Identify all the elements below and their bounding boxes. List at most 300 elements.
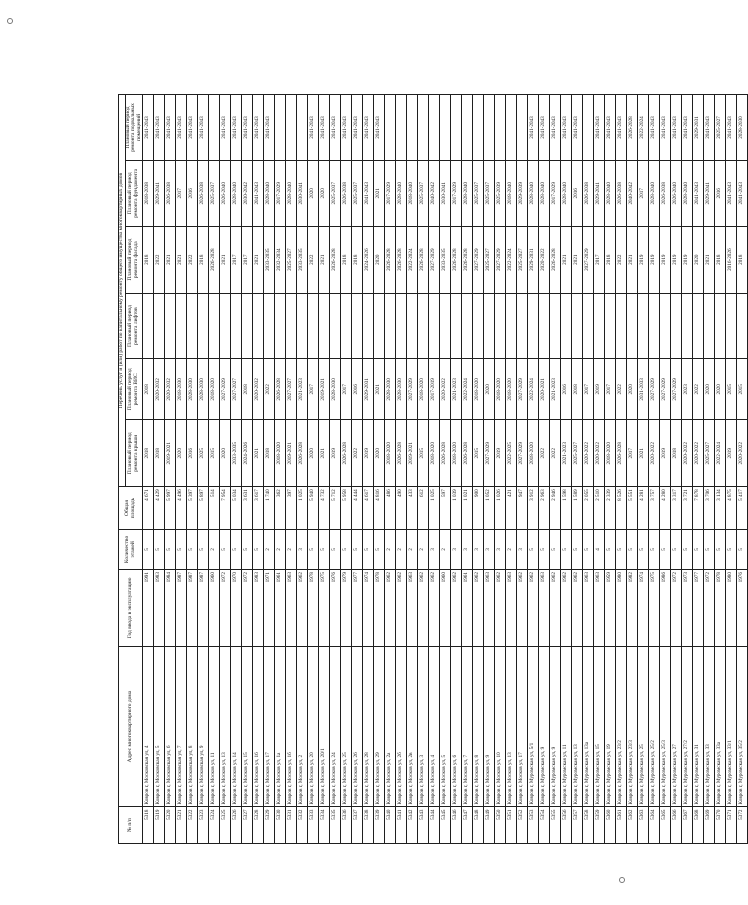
table-cell: 2041-2043 [220,95,231,161]
table-cell [418,293,429,359]
table-cell: 5363 [638,807,649,844]
table-cell: 2027-2029 [484,420,495,487]
table-row [407,95,418,844]
table-cell: Ковров г, Муромская ул, 9 [550,646,561,807]
table-cell: 2041-2043 [176,95,187,161]
table-cell: Ковров г, Москов ул, 28 [363,646,374,807]
table-cell: 2018-2038 [143,160,154,226]
table-cell: 2017 [308,359,319,420]
table-cell: 2026-2040 [220,160,231,226]
table-cell: 3 631 [242,487,253,530]
table-cell: Ковров г, Москов ул, 2 [297,646,308,807]
table-cell: 2020-2032 [165,359,176,420]
table-cell: 2016 [572,160,583,226]
table-cell: Ковров г, Московская ул, 8 [187,646,198,807]
table-cell: 2022 [616,359,627,420]
table-cell: 5 [231,529,242,569]
table-cell: 2026-2028 [275,359,286,420]
table-cell: Ковров г, Москов ул, 17 [517,646,528,807]
table-cell: 2017 [242,226,253,293]
table-cell: 2026-2028 [297,420,308,487]
table-cell: Ковров г, Москов ул, 1а [275,646,286,807]
table-cell: Ковров г, Москов ул, 5 [440,646,451,807]
table-cell: 5 897 [198,487,209,530]
table-cell [385,95,396,161]
table-cell [143,293,154,359]
table-cell: 2021 [165,226,176,293]
header-roof: Плановый период ремонта крыши [125,420,143,487]
table-cell: Ковров г, Муромская ул, 5/1 [528,646,539,807]
table-cell: 2029-2039 [517,160,528,226]
table-cell: Ковров г, Москов ул, 25 [341,646,352,807]
table-cell: 2019 [660,226,671,293]
table-cell [264,293,275,359]
table-cell: 1979 [341,570,352,647]
table-cell [297,293,308,359]
table-cell [704,293,715,359]
table-cell: 2018 [143,226,154,293]
table-row [154,95,165,844]
table-cell: 2020 [374,226,385,293]
table-cell [495,293,506,359]
table-cell [682,293,693,359]
table-cell: 5334 [319,807,330,844]
table-cell: 2026-2038 [616,160,627,226]
table-cell: 2022 [352,420,363,487]
table-cell: 5349 [484,807,495,844]
table-cell: Ковров г, Московская ул, 7 [176,646,187,807]
table-cell: 5 [671,529,682,569]
table-cell: 2022 [187,226,198,293]
table-row [429,95,440,844]
table-cell: 5350 [495,807,506,844]
table-cell: 2018 [352,226,363,293]
table-cell: 5356 [561,807,572,844]
table-cell: 2028-2030 [198,359,209,420]
table-cell: 2020-2022 [440,359,451,420]
table-cell: 1 589 [572,487,583,530]
table-cell: 2026-2028 [396,420,407,487]
table-cell: Ковров г, Муромская ул, 13 [572,646,583,807]
table-cell: Ковров г, Муромская ул, 23/2 [616,646,627,807]
table-cell: Ковров г, Москов ул, 20/1 [319,646,330,807]
table-cell: 2029-2041 [154,160,165,226]
table-cell: 4 875 [726,487,737,530]
table-cell: 5 [572,529,583,569]
table-cell [726,293,737,359]
table-cell: 2028-2040 [231,160,242,226]
table-cell: 2019-2021 [165,420,176,487]
table-cell: 2041-2043 [187,95,198,161]
table-cell: 5 [550,529,561,569]
table-cell: Ковров г, Московская ул, 4 [143,646,154,807]
table-cell: 5 [616,529,627,569]
table-cell: 2015 [418,420,429,487]
table-row [506,95,517,844]
table-cell: 5335 [330,807,341,844]
table-cell: 2041-2043 [671,95,682,161]
table-cell: 5 712 [330,487,341,530]
table-cell: 2020 [627,359,638,420]
table-cell: 5 [143,529,154,569]
table-cell: 2027-2029 [220,359,231,420]
table-cell: Ковров г, Муромская ул, 23/3 [627,646,638,807]
table-cell: 2017-2029 [451,160,462,226]
table-cell: 597 [440,487,451,530]
table-cell: 5 [330,529,341,569]
table-cell: 5340 [385,807,396,844]
table-cell: 5359 [594,807,605,844]
table-cell: 1 025 [297,487,308,530]
table-row [385,95,396,844]
table-cell: 3 [517,529,528,569]
table-cell: 8 526 [616,487,627,530]
table-cell: 2 [385,529,396,569]
table-row [539,95,550,844]
table-cell: 2022 [154,226,165,293]
table-cell [165,293,176,359]
header-group: Перечень услуг и (или) работ по капитальному ремонту общего имущества многоквартирных домов [119,95,126,487]
table-cell: 2016 [187,420,198,487]
table-cell [275,95,286,161]
table-cell: 2026-2028 [627,95,638,161]
table-cell: 2027-2029 [583,226,594,293]
table-cell: 2015 [209,420,220,487]
table-cell: 5 [341,529,352,569]
table-cell: 2026-2028 [330,226,341,293]
table-cell: 2020-2021 [539,359,550,420]
table-cell: 5 [198,529,209,569]
table-cell: Ковров г, Муромская ул, 25 [638,646,649,807]
scan-mark [7,18,13,24]
table-cell: 5 [319,529,330,569]
table-cell: 3 [473,529,484,569]
table-cell [583,95,594,161]
table-cell: 5362 [627,807,638,844]
table-cell [737,293,748,359]
table-cell: 2026-2038 [341,160,352,226]
table-cell [649,293,660,359]
table-cell: Ковров г, Москов ул, 3 [418,646,429,807]
table-cell: 2030-2041 [440,160,451,226]
table-cell: Ковров г, Муромская ул, 27 [671,646,682,807]
table-cell: 2028-2030 [385,359,396,420]
table-cell: 2027-2029 [473,226,484,293]
table-cell: Ковров г, Москов ул, 7 [462,646,473,807]
table-cell: 3 706 [704,487,715,530]
table-cell: 2029-2031 [693,95,704,161]
table-row [286,95,297,844]
table-cell: 5332 [297,807,308,844]
table-cell: 1963 [506,570,517,647]
table-cell: Ковров г, Москов ул, 1б [286,646,297,807]
table-cell: 2028-2040 [682,160,693,226]
table-cell [220,293,231,359]
table-cell: 2018 [341,226,352,293]
table-cell: 5369 [704,807,715,844]
scan-mark [619,877,625,883]
table-cell: 2020 [308,420,319,487]
table-row [297,95,308,844]
table-cell [286,95,297,161]
table-cell: 2029-2031 [528,226,539,293]
table-cell: 2028-2030 [187,359,198,420]
table-cell: 1962 [429,570,440,647]
table-cell: 2025-2027 [286,226,297,293]
table-cell: 2018-2030 [176,359,187,420]
table-cell: 397 [286,487,297,530]
table-cell: 5330 [275,807,286,844]
table-cell: 5357 [572,807,583,844]
table-cell: 5325 [220,807,231,844]
table-cell: 1973 [682,570,693,647]
table-cell: 2018-2020 [385,420,396,487]
table-cell: Ковров г, Московская ул, 9 [198,646,209,807]
table-cell: 2017 [594,226,605,293]
table-cell: 5368 [693,807,704,844]
table-row [418,95,429,844]
table-cell: Ковров г, Муромская ул, 35/2 [737,646,748,807]
table-cell: 1974 [363,570,374,647]
table-cell: 2018-2020 [275,420,286,487]
table-cell: 2041-2043 [572,95,583,161]
table-cell: 2041-2043 [242,95,253,161]
table-cell: 5320 [165,807,176,844]
table-cell: 2019 [363,420,374,487]
table-cell: 2041-2043 [682,95,693,161]
table-cell: 2020-2022 [693,420,704,487]
table-cell: 2026-2040 [671,160,682,226]
table-cell: 5364 [649,807,660,844]
table-cell: 2020 [715,359,726,420]
table-cell: 5 [715,529,726,569]
table-cell: 5 [154,529,165,569]
table-row [583,95,594,844]
table-cell: 5 551 [627,487,638,530]
table-cell: 2021 [319,420,330,487]
table-row [649,95,660,844]
table-cell: 1960 [440,570,451,647]
table-cell: 1963 [594,570,605,647]
table-cell: 2021 [374,359,385,420]
table-cell: 3 134 [715,487,726,530]
table-cell: 2041-2043 [550,95,561,161]
table-cell: 5343 [418,807,429,844]
table-cell: 2018-2020 [429,420,440,487]
table-cell: 2041-2043 [198,95,209,161]
table-cell: 5 940 [308,487,319,530]
table-cell [209,95,220,161]
table-row [374,95,385,844]
table-cell: 2028-2040 [561,160,572,226]
table-cell: 2029-2031 [363,359,374,420]
table-cell: 4 444 [352,487,363,530]
table-cell: 1962 [528,570,539,647]
table-cell: 2041-2043 [330,95,341,161]
table-cell: Ковров г, Москов ул, 17 [264,646,275,807]
table-cell [462,293,473,359]
table-cell: 1975 [319,570,330,647]
table-cell: 1982 [627,570,638,647]
table-cell [396,293,407,359]
table-cell: Ковров г, Муромская ул, 19 [605,646,616,807]
capital-repair-table [118,94,748,844]
table-cell: 2033-2035 [297,226,308,293]
table-cell: 2019 [671,226,682,293]
table-cell: 5365 [660,807,671,844]
table-cell [484,95,495,161]
table-cell: 2041-2043 [308,95,319,161]
table-cell: Ковров г, Муромская ул, 27/2 [682,646,693,807]
table-cell: 2022 [616,226,627,293]
table-cell: 2041-2043 [660,95,671,161]
table-row [627,95,638,844]
table-cell [484,293,495,359]
table-cell: 1978 [308,570,319,647]
table-cell: 3 912 [528,487,539,530]
table-cell: 2041-2043 [528,95,539,161]
table-cell: 5 [693,529,704,569]
table-cell: 2032-2034 [275,226,286,293]
table-cell: 5 [605,529,616,569]
table-cell: 1 026 [495,487,506,530]
table-cell: 2041-2043 [341,95,352,161]
table-row [704,95,715,844]
table-cell: 5 397 [187,487,198,530]
table-cell: 5337 [352,807,363,844]
table-cell: 1 039 [451,487,462,530]
table-cell: 2020-2022 [583,420,594,487]
table-cell: 1963 [539,570,550,647]
table-cell: 4 496 [176,487,187,530]
table-cell: 2041-2043 [363,95,374,161]
table-cell: 2021 [253,226,264,293]
table-row [660,95,671,844]
table-cell: 2018-2040 [407,160,418,226]
table-cell: 5 [374,529,385,569]
table-cell: 2021 [638,420,649,487]
table-cell: 3 721 [682,487,693,530]
table-cell: 2028-2040 [396,160,407,226]
table-cell [462,95,473,161]
table-cell: 2028-2040 [286,160,297,226]
table-cell [198,293,209,359]
table-cell [319,293,330,359]
table-row [352,95,363,844]
table-cell [231,293,242,359]
table-cell: 1975 [649,570,660,647]
table-cell: 1963 [407,570,418,647]
table-cell: 5321 [176,807,187,844]
table-cell: 2027-2029 [517,420,528,487]
table-cell: 2029-2041 [594,160,605,226]
table-cell: 2 [209,529,220,569]
table-cell: 2028-2040 [264,160,275,226]
table-cell: Ковров г, Муромская ул, 13а [583,646,594,807]
table-cell: 5326 [231,807,242,844]
table-row [451,95,462,844]
table-cell: 2025-2027 [484,226,495,293]
table-row [517,95,528,844]
table-cell: 2026-2028 [418,226,429,293]
table-cell: 1961 [462,570,473,647]
table-cell: 2019 [660,420,671,487]
table-cell: 2030-2042 [242,160,253,226]
header-facade: Плановый период ремонта фасада [125,226,143,293]
table-cell: 5 [253,529,264,569]
table-cell: 2018-2020 [209,359,220,420]
table-cell: 5 [187,529,198,569]
table-cell: 2028-2040 [462,160,473,226]
table-cell: 5367 [682,807,693,844]
table-cell: 2041-2043 [737,160,748,226]
table-cell: 2022-2024 [462,359,473,420]
table-cell: 2017 [638,160,649,226]
table-cell: Ковров г, Муромская ул, 31 [693,646,704,807]
table-cell: 5333 [308,807,319,844]
table-cell: 2025-2037 [352,160,363,226]
table-cell: 2015 [473,420,484,487]
table-cell: 5344 [429,807,440,844]
table-row [198,95,209,844]
table-cell: 2019-2021 [286,420,297,487]
table-cell: 1959 [605,570,616,647]
table-row [187,95,198,844]
table-cell [539,293,550,359]
table-cell: 2025-2027 [704,420,715,487]
table-row [616,95,627,844]
table-cell: 1991 [143,570,154,647]
table-cell: 2026-2028 [209,226,220,293]
table-cell: 2025 [198,420,209,487]
table-cell: 5 [638,529,649,569]
table-cell: 2025-2027 [572,420,583,487]
table-cell: 5 [726,529,737,569]
table-cell: 2026-2028 [385,226,396,293]
table-cell: 2026-2028 [616,420,627,487]
table-cell: 2018-2020 [418,359,429,420]
table-cell: 2 946 [550,487,561,530]
table-cell: 1977 [352,570,363,647]
table-cell [451,95,462,161]
table-row [440,95,451,844]
table-cell: 1963 [286,570,297,647]
table-cell: 5 [682,529,693,569]
table-cell: 3 [484,529,495,569]
table-cell: 2 [506,529,517,569]
table-cell [429,293,440,359]
header-index: № п/п [119,807,143,844]
table-cell: 2022-2024 [407,226,418,293]
table-cell: 2017-2029 [275,160,286,226]
table-cell: 3 757 [649,487,660,530]
table-cell: 2 [264,529,275,569]
table-cell: 5360 [605,807,616,844]
table-cell: 1960 [209,570,220,647]
table-cell: 1978 [715,570,726,647]
rotated-table [118,94,745,844]
table-cell: 1983 [253,570,264,647]
table-cell [517,293,528,359]
table-cell: 1980 [726,570,737,647]
table-cell: 7 954 [220,487,231,530]
table-row [671,95,682,844]
table-cell: 2028-2030 [737,95,748,161]
table-cell [473,95,484,161]
table-cell: 2041-2043 [231,95,242,161]
table-cell: 2019 [682,226,693,293]
table-cell: 2020 [220,420,231,487]
